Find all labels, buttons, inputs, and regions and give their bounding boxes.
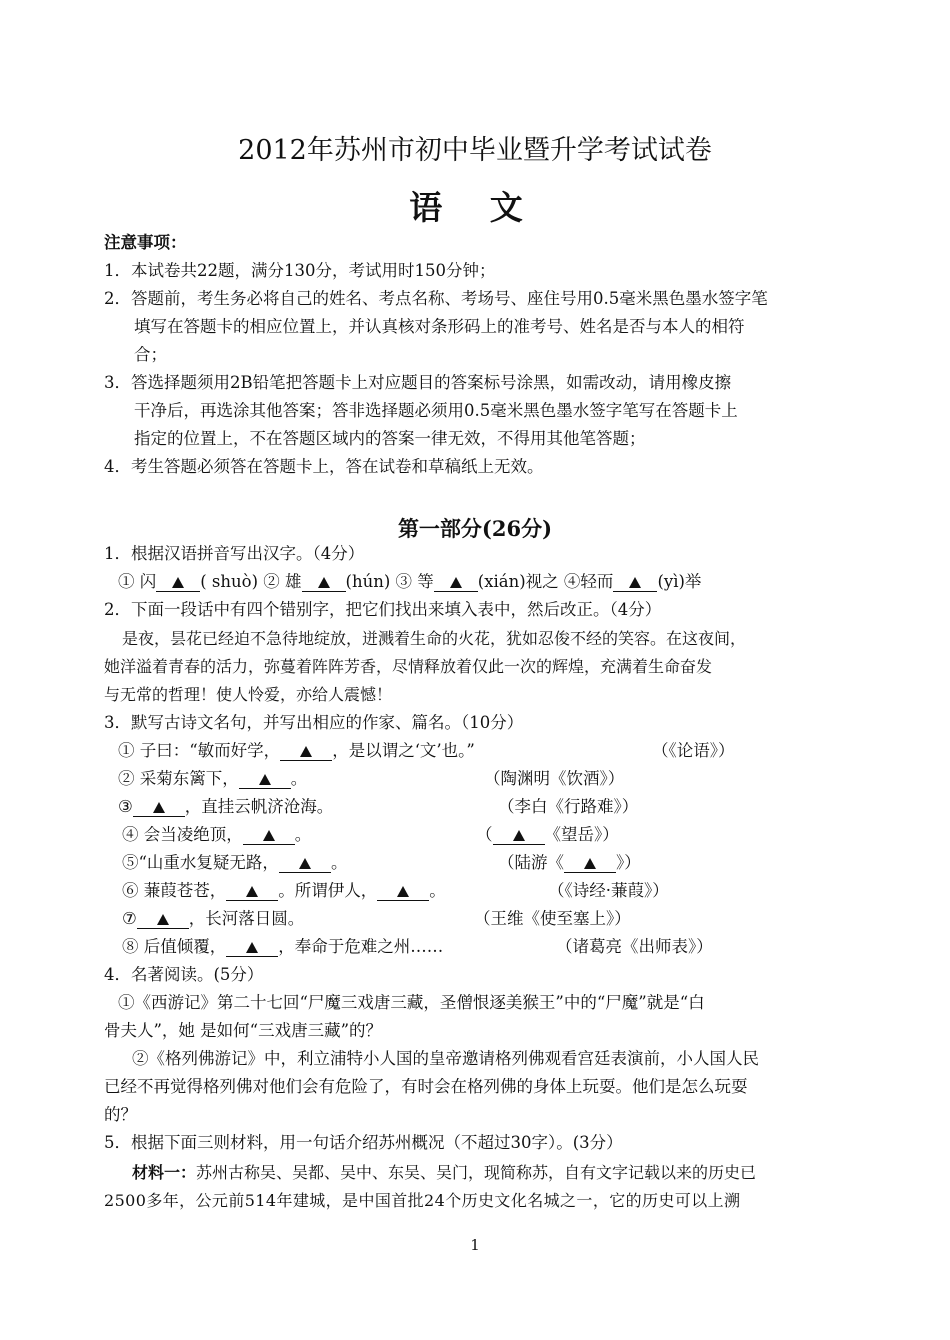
recitation-item: ① 子曰：“敏而好学， ，是以谓之‘文’也。” [118,741,475,760]
section-heading: 第一部分(26分) [397,516,553,541]
note-item: 2．答题前，考生务必将自己的姓名、考点名称、考场号、座住号用0.5毫米黑色墨水签字笔 [104,289,768,308]
answer-blank[interactable] [279,854,331,873]
answer-blank[interactable] [137,910,189,929]
answer-blank[interactable] [243,826,295,845]
triangle-icon [397,886,409,897]
triangle-icon [513,830,525,841]
triangle-icon [246,942,258,953]
source-citation: （《诗经·蒹葭》） [548,881,669,900]
answer-blank[interactable] [302,573,346,592]
material-label: 材料一： [132,1163,197,1182]
source-citation: （陆游《 》） [498,853,641,872]
source-citation: （李白《行路难》） [498,797,639,816]
triangle-icon [246,886,258,897]
answer-blank[interactable] [280,742,332,761]
triangle-icon [263,830,275,841]
recitation-item: ⑧ 后值倾覆， ，奉命于危难之州…… [122,937,444,956]
question-4-stem: 4．名著阅读。(5分） [104,965,264,984]
question-4-line: 已经不再觉得格列佛对他们会有危险了，有时会在格列佛的身体上玩耍。他们是怎么玩耍 [104,1077,748,1096]
note-item: 指定的位置上，不在答题区域内的答案一律无效，不得用其他笔答题； [134,429,646,448]
note-item: 合； [134,345,167,364]
subject-title: 语 文 [409,188,541,227]
source-citation: （王维《使至塞上》） [474,909,631,928]
question-4-line: ①《西游记》第二十七回“尸魔三戏唐三藏，圣僧恨逐美猴王”中的“尸魔”就是“白 [118,993,705,1012]
answer-blank[interactable] [613,573,657,592]
answer-blank[interactable] [156,573,200,592]
question-4-line: 的？ [104,1105,137,1124]
note-item: 3．答选择题须用2B铅笔把答题卡上对应题目的答案标号涂黑，如需改动，请用橡皮擦 [104,373,732,392]
source-citation: （《论语》） [652,741,735,760]
source-citation: （ 《望岳》） [476,825,619,844]
passage-line: 是夜，昙花已经迫不急待地绽放，迸溅着生命的火花，犹如忍俊不经的笑容。在这夜间， [122,629,747,648]
passage-line: 与无常的哲理！使人怜爱，亦给人震憾！ [104,685,393,704]
note-item: 填写在答题卡的相应位置上，并认真核对条形码上的准考号、姓名是否与本人的相符 [134,317,745,336]
recitation-item: ③ ，直挂云帆济沧海。 [118,797,334,816]
recitation-item: ② 采菊东篱下， 。 [118,769,308,788]
material-line: 材料一：苏州古称吴、吴都、吴中、东吴、吴门，现简称苏，自有文字记载以来的历史已 [132,1163,757,1182]
triangle-icon [629,577,641,588]
triangle-icon [450,577,462,588]
triangle-icon [584,858,596,869]
answer-blank[interactable] [564,854,616,873]
triangle-icon [153,802,165,813]
triangle-icon [300,746,312,757]
notes-heading: 注意事项： [104,233,187,252]
recitation-item: ⑥ 蒹葭苍苍， 。所谓伊人， 。 [122,881,446,900]
triangle-icon [318,577,330,588]
note-item: 干净后，再选涂其他答案；答非选择题必须用0.5毫米黑色墨水签字笔写在答题卡上 [134,401,738,420]
note-item: 4．考生答题必须答在答题卡上，答在试卷和草稿纸上无效。 [104,457,544,476]
passage-line: 她洋溢着青春的活力，弥蔓着阵阵芳香，尽情释放着仅此一次的辉煌，充满着生命奋发 [104,657,713,676]
recitation-item: ④ 会当凌绝顶， 。 [122,825,312,844]
answer-blank[interactable] [434,573,478,592]
source-citation: （诸葛亮《出师表》） [556,937,713,956]
question-4-line: ②《格列佛游记》中，利立浦特小人国的皇帝邀请格列佛观看宫廷表演前，小人国人民 [132,1049,759,1068]
question-5-stem: 5．根据下面三则材料，用一句话介绍苏州概况（不超过30字）。(3分） [104,1133,623,1152]
answer-blank[interactable] [239,770,291,789]
answer-blank[interactable] [377,882,429,901]
page-number: 1 [470,1236,480,1254]
answer-blank[interactable] [133,798,185,817]
question-1-items: ① 闪 ( shuò) ② 雄 (hún) ③ 等 (xián)视之 ④轻而 (yì)举 [118,572,702,591]
source-citation: （陶渊明《饮酒》） [484,769,625,788]
question-4-line: 骨夫人”，她 是如何“三戏唐三藏”的？ [104,1021,383,1040]
note-item: 1．本试卷共22题，满分130分，考试用时150分钟； [104,261,496,280]
question-2-stem: 2．下面一段话中有四个错别字，把它们找出来填入表中，然后改正。（4分） [104,600,662,619]
triangle-icon [299,858,311,869]
recitation-item: ⑦ ，长河落日圆。 [122,909,305,928]
triangle-icon [172,577,184,588]
question-1-stem: 1．根据汉语拼音写出汉字。（4分） [104,544,365,563]
triangle-icon [259,774,271,785]
material-line: 2500多年，公元前514年建城，是中国首批24个历史文化名城之一，它的历史可以上溯 [104,1191,741,1210]
answer-blank[interactable] [493,826,545,845]
exam-title: 2012年苏州市初中毕业暨升学考试试卷 [238,135,712,166]
answer-blank[interactable] [226,882,278,901]
recitation-item: ⑤“山重水复疑无路， 。 [122,853,348,872]
question-3-stem: 3．默写古诗文名句，并写出相应的作家、篇名。（10分） [104,713,524,732]
triangle-icon [157,914,169,925]
answer-blank[interactable] [226,938,278,957]
